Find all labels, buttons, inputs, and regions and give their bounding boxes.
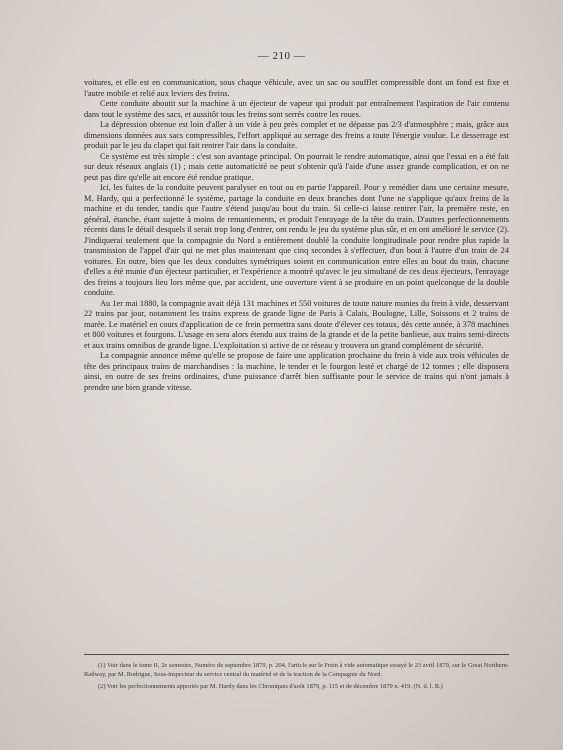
footnote: (2) Voir les perfectionnements apportés par M. Hardy dans les Chroniques d'août 1879, p. 115 et de décembre 1879 n. 419. (N. d. l. R.)	[98, 683, 443, 691]
paragraph: La dépression obtenue est loin d'aller à un vide à peu près complet et ne dépasse pas 2/3 d'atmosphère ; mais, grâce aux dimensions données aux sacs compressibles, l'effort appliqué au serrage des freins a toute l'énergie voulue. Le desserrage est produit par le jeu du clapet qui fait rentrer l'air dans la conduite.	[84, 120, 509, 151]
paragraph: Au 1er mai 1880, la compagnie avait déjà 131 machines et 550 voitures de toute nature munies du frein à vide, desservant 22 trains par jour, notamment les trains express de grande ligne de Paris à Calais, Boulogne, Lille, Soissons et 2 trains de marée. Le matériel en cours d'application de ce frein permettra sans doute d'élever ces totaux, dès cette année, à 378 machines et 800 voitures et fourgons. L'usage en sera alors étendu aux trains de la grande et de la petite banlieue, aux trains semi-directs et aux trains omnibus de grande ligne. L'exploitation si active de ce réseau y trouvera un grand complément de sécurité.	[84, 298, 509, 350]
paragraph: La compagnie annonce même qu'elle se propose de faire une application prochaine du frein à vide aux trois véhicules de tête des principaux trains de marchandises : la machine, le tender et le fourgon lesté et chargé de 12 tonnes ; elle disposera ainsi, en outre de ses freins ordinaires, d'une puissance d'arrêt bien suffisante pour le service de trains qui n'ont jamais à prendre une bien grande vitesse.	[84, 351, 509, 392]
footnote: (1) Voir dans le tome II, 2e semestre, Numéro de septembre 1879, p. 204, l'article sur le Frein à vide automatique essayé le 23 avril 1879, sur le Great Northern-Railway, par M. Rodrigue, Sous-inspecteur du service central du matériel et de la traction de la Compagnie du Nord.	[84, 662, 509, 678]
paragraph: Cette conduite aboutit sur la machine à un éjecteur de vapeur qui produit par entraînement l'aspiration de l'air contenu dans tout le système des sacs, et aussitôt tous les freins sont serrés contre les roues.	[84, 99, 509, 119]
body-text	[84, 78, 509, 393]
page-number: — 210 —	[257, 50, 306, 62]
footnote-rule	[84, 654, 509, 655]
footnotes	[84, 662, 509, 696]
paragraph: voitures, et elle est en communication, sous chaque véhicule, avec un sac ou soufflet compressible dont un fond est fixe et l'autre mobile et relié aux leviers des freins.	[84, 78, 509, 98]
paragraph: Ce système est très simple : c'est son avantage principal. On pourrait le rendre automatique, ainsi que l'essai en a été fait sur deux réseaux anglais (1) ; mais cette automaticité ne peut s'obtenir qu'à l'aide d'une assez grande complication, et on ne peut pas dire qu'elle ait encore été rendue pratique.	[84, 151, 509, 182]
paragraph: Ici, les fuites de la conduite peuvent paralyser en tout ou en partie l'appareil. Pour y remédier dans une certaine mesure, M. Hardy, qui a perfectionné le système, partage la conduite en deux branches dont l'une ne s'applique qu'aux freins de la machine et du tender, tandis que l'autre s'étend jusqu'au bout du train. Si celle-ci laisse rentrer l'air, la première reste, en général, étanche, étant sujette à moins de remaniements, et produit l'enrayage de la tête du train. D'autres perfectionnements récents dans le détail desquels il serait trop long d'entrer, ont rendu le jeu du système plus sûr, et en ont amélioré le service (2). J'indiquerai seulement que la compagnie du Nord a entièrement doublé la conduite longitudinale pour rendre plus rapide la transmission de l'appel d'air qui ne met plus maintenant que cinq secondes à s'effectuer, d'un bout à l'autre d'un train de 24 voitures. En outre, bien que les deux conduites symétriques soient en communication entre elles au bout du train, chacune d'elles a été munie d'un éjecteur particulier, et l'expérience a montré qu'avec le jeu simultané de ces deux éjecteurs, l'enrayage des freins a toujours lieu lors même que, par accident, une ouverture vient à se produire en un point quelconque de la double conduite.	[84, 183, 509, 298]
